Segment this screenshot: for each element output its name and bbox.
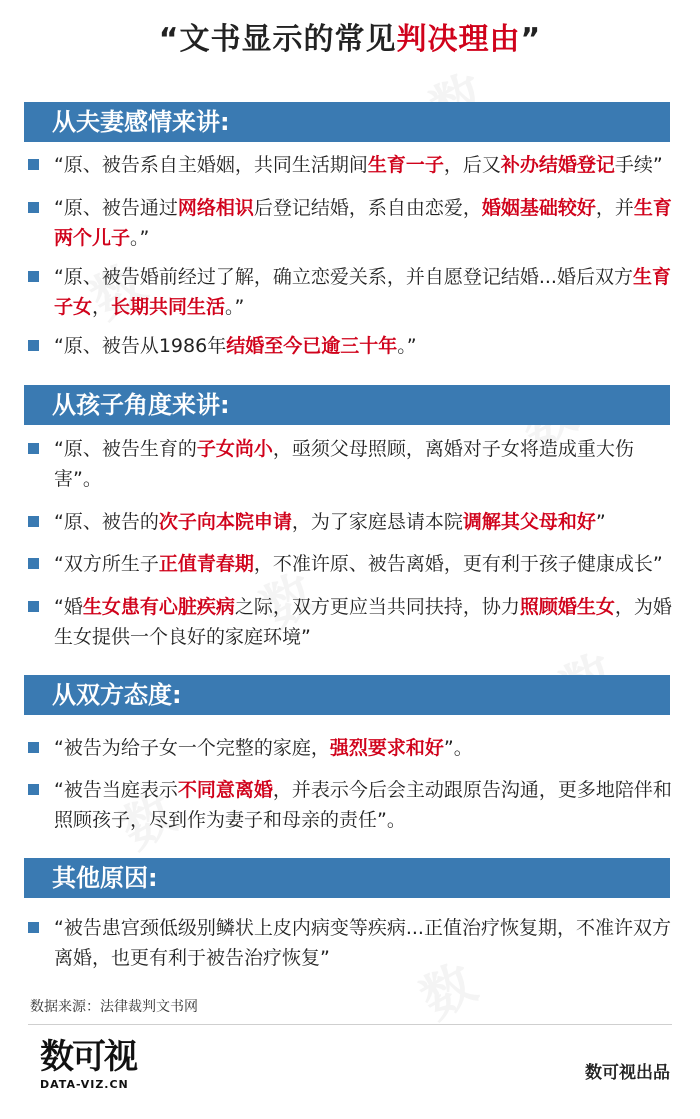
plain-phrase: “双方所生子 [54, 553, 159, 575]
plain-phrase: “原、被告系自主婚姻，共同生活期间 [54, 154, 368, 176]
logo-url: DATA-VIZ.CN [40, 1078, 129, 1091]
plain-phrase: “被告为给子女一个完整的家庭， [54, 737, 330, 759]
plain-phrase: ，为了家庭恳请本院 [291, 511, 463, 533]
plain-phrase: 。” [130, 227, 150, 249]
plain-phrase: ，亟须父母照顾，离婚对子女将造成重大伤害”。 [54, 438, 634, 490]
plain-phrase: ”。 [443, 737, 473, 759]
item-text [54, 266, 671, 318]
highlighted-phrase: 长期共同生活 [111, 296, 226, 318]
bullet-square-icon [28, 784, 39, 795]
producer-credit: 数可视出品 [585, 1063, 670, 1083]
plain-phrase: ，并表示今后会主动跟原告沟通，更多地陪伴和照顾孩子，尽到作为妻子和母亲的责任”。 [54, 779, 672, 831]
item-text [54, 779, 672, 831]
section-heading-attitude: 从双方态度: [24, 675, 670, 715]
bullet-square-icon [28, 340, 39, 351]
section-heading-affection: 从夫妻感情来讲: [24, 102, 670, 142]
bullet-square-icon [28, 443, 39, 454]
highlighted-phrase: 补办结婚登记 [500, 154, 615, 176]
plain-phrase: ， [92, 296, 112, 318]
bullet-square-icon [28, 601, 39, 612]
item-text [54, 438, 634, 490]
item-text [54, 917, 671, 969]
list-item [28, 775, 678, 835]
highlighted-phrase: 结婚至今已逾三十年 [226, 335, 398, 357]
plain-phrase: 。” [225, 296, 245, 318]
plain-phrase: “原、被告通过 [54, 197, 178, 219]
bullet-square-icon [28, 558, 39, 569]
item-text [54, 335, 417, 357]
list-item [28, 331, 678, 361]
plain-phrase: ，为婚生女提供一个良好的家庭环境” [54, 596, 672, 648]
bullet-square-icon [28, 202, 39, 213]
data-source: 数据来源：法律裁判文书网 [30, 999, 198, 1015]
plain-phrase: “原、被告从1986年 [54, 335, 227, 357]
item-text [54, 737, 473, 759]
plain-phrase: “原、被告的 [54, 511, 159, 533]
highlighted-phrase: 生育两个儿子 [54, 197, 672, 249]
item-text [54, 553, 663, 575]
item-text [54, 197, 672, 249]
plain-phrase: “被告当庭表示 [54, 779, 178, 801]
plain-phrase: “原、被告生育的 [54, 438, 197, 460]
highlighted-phrase: 强烈要求和好 [329, 737, 444, 759]
plain-phrase: 。” [397, 335, 417, 357]
highlighted-phrase: 生育一子 [367, 154, 444, 176]
plain-phrase: 之际，双方更应当共同扶持，协力 [234, 596, 520, 618]
highlighted-phrase: 调解其父母和好 [462, 511, 596, 533]
highlighted-phrase: 不同意离婚 [177, 779, 273, 801]
highlighted-phrase: 照顾婚生女 [519, 596, 615, 618]
plain-phrase: ” [595, 511, 606, 533]
page-title: “文书显示的常见判决理由” [158, 22, 542, 57]
item-text [54, 511, 606, 533]
section-heading-children: 从孩子角度来讲: [24, 385, 670, 425]
bullet-square-icon [28, 516, 39, 527]
list-item [28, 549, 678, 579]
plain-phrase: “被告患宫颈低级别鳞状上皮内病变等疾病...正值治疗恢复期，不准许双方离婚，也更有利于被告治疗恢复” [54, 917, 671, 969]
item-text [54, 596, 672, 648]
highlighted-phrase: 子女尚小 [196, 438, 273, 460]
highlighted-phrase: 婚姻基础较好 [481, 197, 596, 219]
item-text [54, 154, 663, 176]
list-item [28, 592, 678, 652]
highlighted-phrase: 网络相识 [177, 197, 254, 219]
bullet-square-icon [28, 271, 39, 282]
list-item [28, 507, 678, 537]
plain-phrase: 后登记结婚，系自由恋爱， [253, 197, 482, 219]
bullet-square-icon [28, 159, 39, 170]
logo [40, 1036, 140, 1106]
plain-phrase: 手续” [614, 154, 663, 176]
highlighted-phrase: 生女患有心脏疾病 [82, 596, 235, 618]
list-item [28, 150, 678, 180]
list-item [28, 913, 678, 973]
plain-phrase: ，并 [595, 197, 634, 219]
list-item [28, 434, 678, 494]
section-heading-other: 其他原因: [24, 858, 670, 898]
plain-phrase: “原、被告婚前经过了解，确立恋爱关系，并自愿登记结婚...婚后双方 [54, 266, 633, 288]
list-item [28, 193, 678, 253]
bullet-square-icon [28, 922, 39, 933]
plain-phrase: “婚 [54, 596, 83, 618]
plain-phrase: ，后又 [443, 154, 501, 176]
highlighted-phrase: 次子向本院申请 [158, 511, 292, 533]
list-item [28, 733, 678, 763]
title-highlight: 判决理由 [396, 22, 521, 57]
divider [28, 1024, 672, 1025]
logo-wordmark: 数可视 [40, 1037, 136, 1077]
bullet-square-icon [28, 742, 39, 753]
plain-phrase: ，不准许原、被告离婚，更有利于孩子健康成长” [253, 553, 663, 575]
highlighted-phrase: 生育子女 [54, 266, 671, 318]
highlighted-phrase: 正值青春期 [158, 553, 254, 575]
list-item [28, 262, 678, 322]
